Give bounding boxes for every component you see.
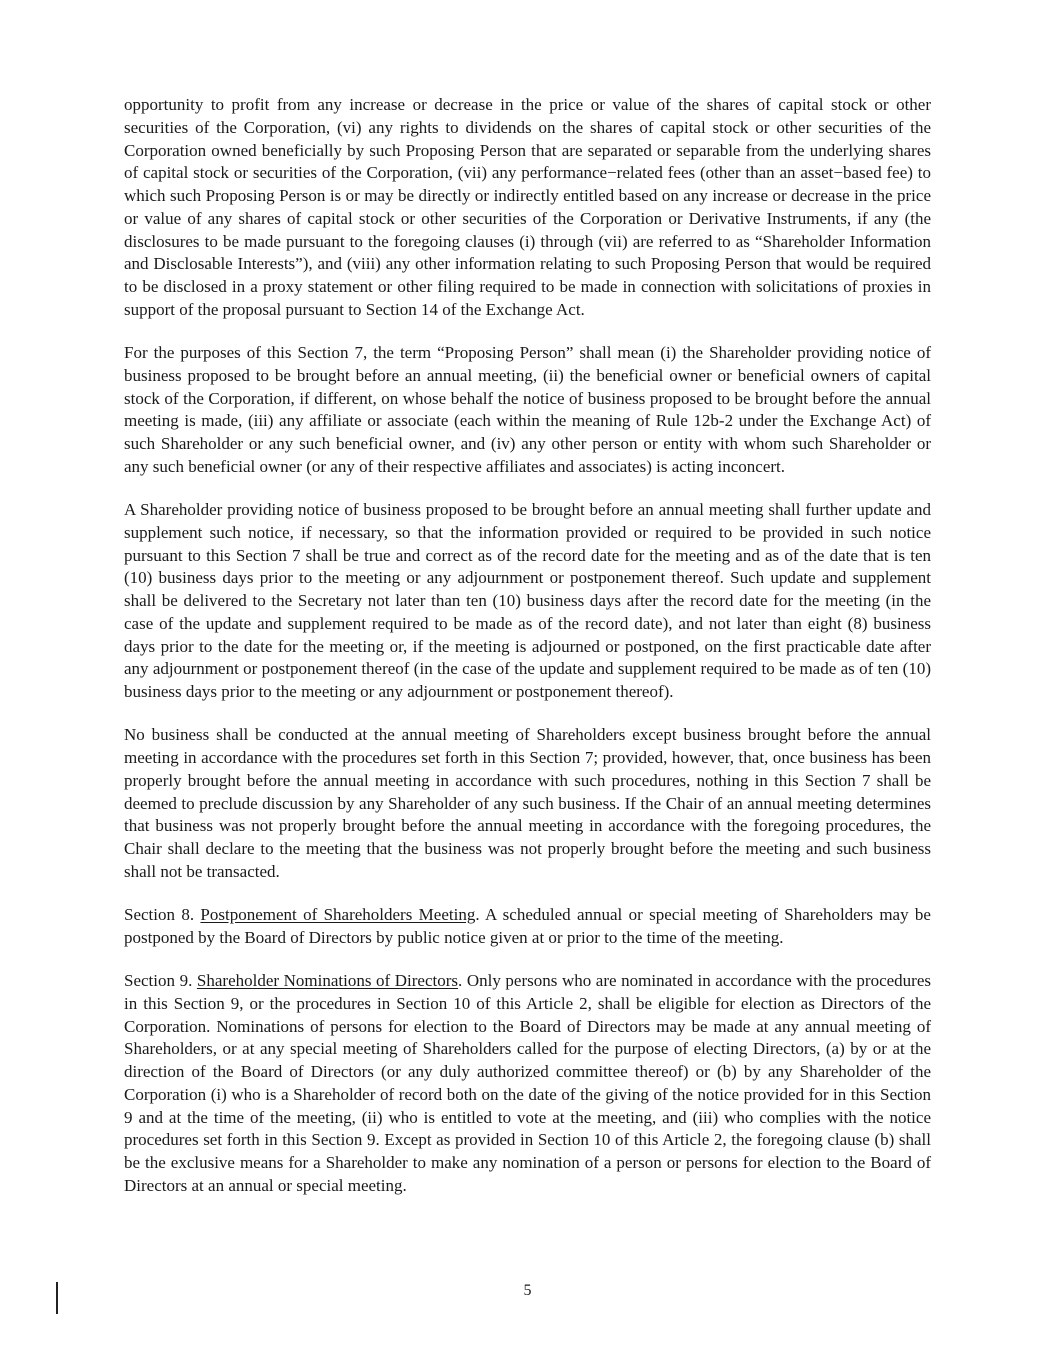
section-9-body: . Only persons who are nominated in accordance with the procedures in this Section 9, or the procedures in Section 10 of this Article 2, shall be eligible for election as Directors of the Corporation. Nominations of persons for election to the Board of Directors may be made at any annual meeting of Shareholders, or at any special meeting of Shareholders called for the purpose of electing Directors, (a) by or at the direction of the Board of Directors (or any duly authorized committee thereof) or (b) by any Shareholder of the Corporation (i) who is a Shareholder of record both on the date of the giving of the notice provided for in this Section 9 and at the time of the meeting, (ii) who is entitled to vote at the meeting, and (iii) who complies with the notice procedures set forth in this Section 9. Except as provided in Section 10 of this Article 2, the foregoing clause (b) shall be the exclusive means for a Shareholder to make any nomination of a person or persons for election to the Board of Directors at an annual or special meeting. xyxy=(124,971,932,1195)
paragraph-proposing-person-definition: For the purposes of this Section 7, the term “Proposing Person” shall mean (i) the Shareholder providing notice of business proposed to be brought before an annual meeting, (ii) the beneficial owner or beneficial owners of capital stock of the Corporation, if different, on whose behalf the notice of business proposed to be brought before the annual meeting is made, (iii) any affiliate or associate (each within the meaning of Rule 12b-2 under the Exchange Act) of such Shareholder or any such beneficial owner, and (iv) any other person or entity with whom such Shareholder or any such beneficial owner (or any of their respective affiliates and associates) is acting inconcert. xyxy=(124,343,931,476)
section-8-heading: Postponement of Shareholders Meeting xyxy=(200,905,476,924)
paragraph-update-supplement: A Shareholder providing notice of business proposed to be brought before an annual meeting shall further update and supplement such notice, if necessary, so that the information provided or required to be provided in such notice pursuant to this Section 7 shall be true and correct as of the record date for the meeting and as of the date that is ten (10) business days prior to the meeting or any adjournment or postponement thereof. Such update and supplement shall be delivered to the Secretary not later than ten (10) business days after the record date for the meeting (in the case of the update and supplement required to be made as of the record date), and not later than eight (8) business days prior to the date for the meeting or, if the meeting is adjourned or postponed, on the first practicable date after any adjournment or postponement thereof (in the case of the update and supplement required to be made as of ten (10) business days prior to the meeting or any adjournment or postponement thereof). xyxy=(124,500,931,701)
paragraph-disclosable-interests: opportunity to profit from any increase or decrease in the price or value of the shares of capital stock or other securities of the Corporation, (vi) any rights to dividends on the shares of capital stock or other securities of the Corporation owned beneficially by such Proposing Person that are separated or separable from the underlying shares of capital stock or securities of the Corporation, (vii) any performance−related fees (other than an asset−based fee) to which such Proposing Person is or may be directly or indirectly entitled based on any increase or decrease in the price or value of any shares of capital stock or other securities of the Corporation or Derivative Instruments, if any (the disclosures to be made pursuant to the foregoing clauses (i) through (vii) are referred to as “Shareholder Information and Disclosable Interests”), and (viii) any other information relating to such Proposing Person that would be required to be disclosed in a proxy statement or other filing required to be made in connection with solicitations of proxies in support of the proposal pursuant to Section 14 of the Exchange Act. xyxy=(124,95,931,319)
page-number: 5 xyxy=(523,1282,532,1299)
section-8-prefix: Section 8. xyxy=(124,905,201,924)
document-page xyxy=(124,94,931,1218)
paragraph-business-conduct: No business shall be conducted at the annual meeting of Shareholders except business brought before the annual meeting in accordance with the procedures set forth in this Section 7; provided, however, that, once business has been properly brought before the annual meeting in accordance with such procedures, nothing in this Section 7 shall be deemed to preclude discussion by any Shareholder of any such business. If the Chair of an annual meeting determines that business was not properly brought before the annual meeting in accordance with the foregoing procedures, the Chair shall declare to the meeting that the business was not properly brought before the meeting and such business shall not be transacted. xyxy=(124,725,931,881)
section-8-body: . A scheduled annual or special meeting of Shareholders may be postponed by the Board of Directors by public notice given at or prior to the time of the meeting. xyxy=(124,905,931,947)
section-9-heading: Shareholder Nominations of Directors xyxy=(196,971,459,990)
section-9 xyxy=(124,970,931,1198)
section-8 xyxy=(124,904,931,950)
section-9-prefix: Section 9. xyxy=(124,971,197,990)
